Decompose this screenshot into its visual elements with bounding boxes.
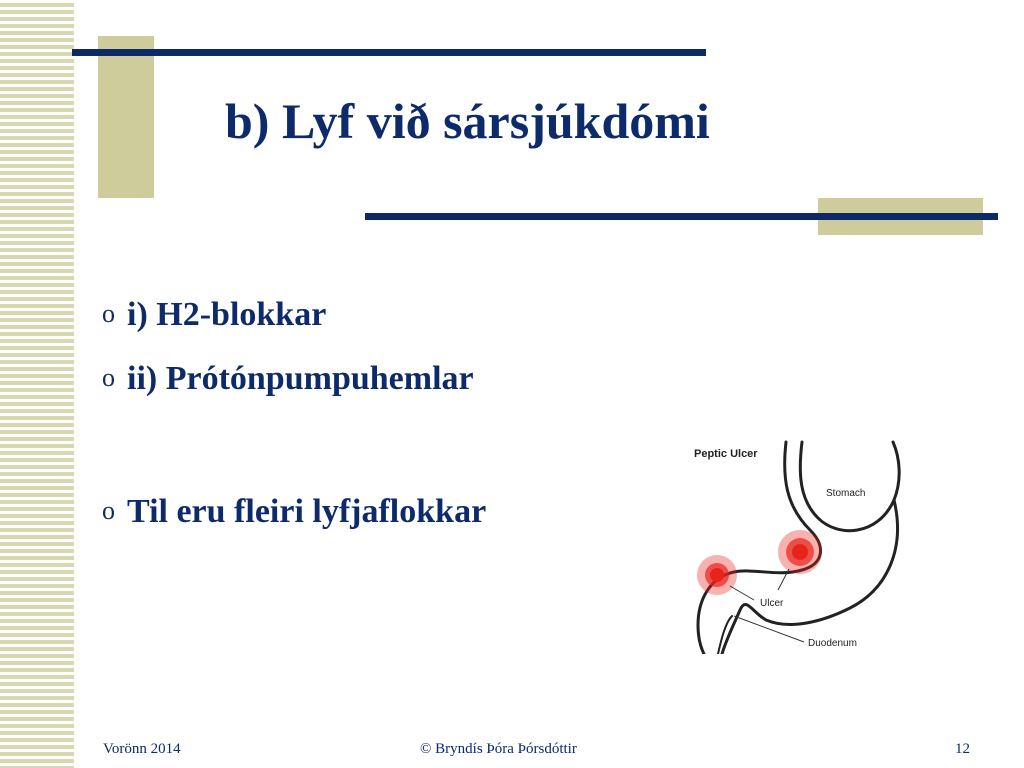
- footer-left: Vorönn 2014: [103, 741, 181, 757]
- bullet-item: [102, 495, 486, 529]
- bullet-text: ii) Prótónpumpuhemlar: [127, 360, 474, 397]
- decorative-stripes: [0, 0, 74, 768]
- stomach-label: Stomach: [826, 488, 866, 499]
- footer-center: © Bryndís Þóra Þórsdóttir: [420, 741, 577, 757]
- bullet-item: [102, 298, 326, 332]
- title-rule-top: [72, 49, 706, 56]
- bullet-text: i) H2-blokkar: [127, 296, 327, 333]
- bullet-marker-icon: o: [102, 363, 115, 392]
- bullet-item: [102, 362, 474, 396]
- peptic-ulcer-illustration: [690, 440, 904, 654]
- bullet-marker-icon: o: [102, 299, 115, 328]
- duodenum-label: Duodenum: [808, 638, 857, 649]
- footer-page-number: 12: [955, 741, 970, 757]
- illustration-title: Peptic Ulcer: [694, 448, 758, 460]
- decorative-block-top: [98, 36, 154, 198]
- title-rule-bottom: [365, 213, 998, 220]
- ulcer-label: Ulcer: [760, 598, 784, 609]
- bullet-marker-icon: o: [102, 496, 115, 525]
- bullet-text: Til eru fleiri lyfjaflokkar: [127, 493, 487, 530]
- slide-title: b) Lyf við sársjúkdómi: [225, 93, 710, 149]
